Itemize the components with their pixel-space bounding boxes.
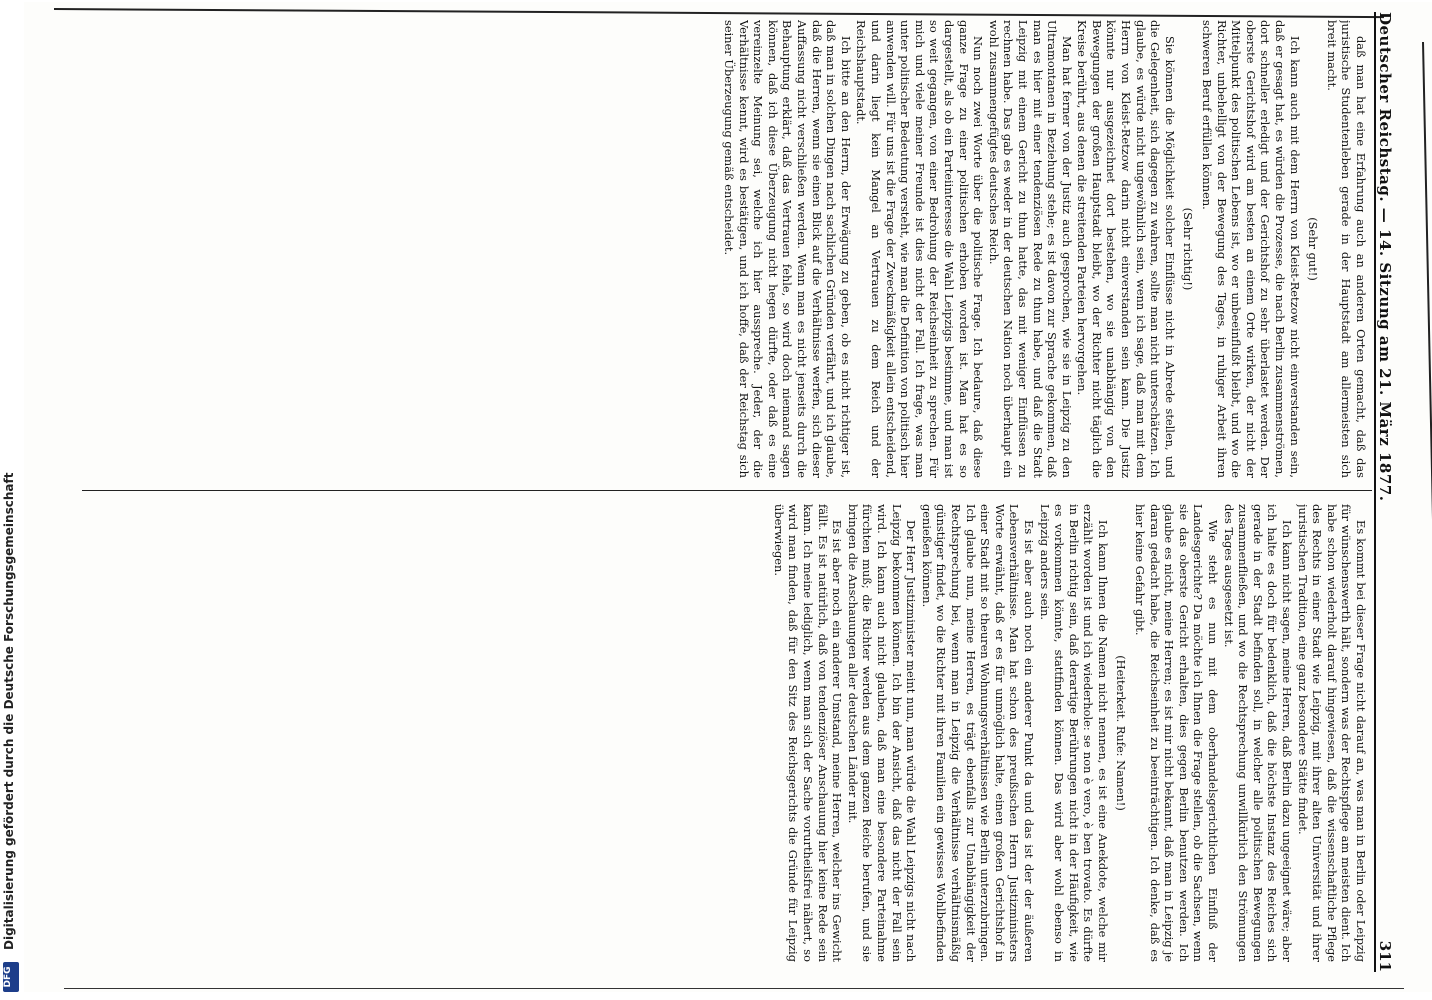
paragraph: Nun noch zwei Worte über die politische Frage. Ich bedaure, daß diese ganze Frage zu einer politischen erhoben worden ist. Man hat es so dargestellt, als ob ein Parteiinteresse die Wahl Leipzigs bestimme, und man ist so weit gegangen, von einer Bedrohung der Reichseinheit zu sprechen. Für mich und viele meiner Freunde ist dies nicht der Fall. Ich frage, was man unter politischer Bedeutung versteht, wie man die Definition von politisch hier anwenden will. Für uns ist die Frage der Zweckmäßigkeit allein entscheidend, und darin liegt kein Mangel an Vertrauen zu dem Reich und der Reichshauptstadt. (854, 20, 986, 478)
paragraph: Ich kann Ihnen die Namen nicht nennen, es ist eine Anekdote, welche mir erzählt worden ist und ich wiederhole: se non è vero, è ben trovato. Es dürfte in Berlin richtig sein, daß derartige Berührungen nicht in der Häufigkeit, wie es vorkommen könnte, stattfinden können. Das wird aber wohl ebenso in Leipzig anders sein. (1037, 504, 1110, 962)
running-header (1374, 12, 1418, 972)
left-column (83, 20, 1368, 478)
digitization-notice-strip (0, 0, 22, 1000)
dfg-logo-text: DFG (3, 966, 13, 988)
rotated-page-content (73, 12, 1418, 972)
page-edge-bottom (64, 988, 1404, 989)
paragraph: Ich kann auch mit dem Herrn von Kleist-Retzow nicht einverstanden sein, daß er gesagt hat, es würden die Prozesse, die nach Berlin zusammenströmen, dort schneller erledigt und der Gerichtshof zu sehr überlastet werden. Der oberste Gerichtshof wird am besten an einem Orte wirken, der nicht der Mittelpunkt des politischen Lebens ist, wo er unbeeinflußt bleibt, und wo die Richter, unbehelligt von der Bewegung des Tages, in ruhiger Arbeit ihren schweren Beruf erfüllen können. (1200, 20, 1302, 478)
paragraph: Es ist aber noch ein anderer Umstand, meine Herren, welcher ins Gewicht fällt. Es ist natürlich, daß von tendenziöser Anschauung hier keine Rede sein kann. Ich meine lediglich, wenn man sich der Sache vorurtheilsfrei nähert, so wird man finden, daß für den Sitz des Reichsgerichts die Gründe für Leipzig überwiegen. (771, 504, 845, 962)
paragraph: Ich bitte an den Herrn, der Erwägung zu geben, ob es nicht richtiger ist, daß man in solchen Dingen nach sachlichen Gründen verfährt, und ich glaube, daß die Herren, wenn sie einen Blick auf die Verhältnisse werfen, sich dieser Auffassung nicht verschließen werden. Wenn man es nicht jenseits durch die Behauptung erklärt, daß das Vertrauen fehle, so wird doch niemand sagen können, daß ich diese Überzeugung nicht hegen dürfte, oder daß es eine vereinzelte Meinung sei, welche ich hier ausspreche. Jeder, der die Verhältnisse kennt, wird es bestätigen, und ich hoffe, daß der Reichstag sich seiner Überzeugung gemäß entscheidet. (722, 20, 853, 478)
interjection: (Sehr richtig!) (1181, 207, 1196, 291)
paragraph: Ich kann nicht sagen, meine Herren, daß Berlin dazu ungeeignet wäre; aber ich halte es doch für bedenklich, daß die höchste Instanz des Reiches sich gerade in der Stadt befinden soll, in welcher alle politischen Bewegungen zusammenfließen, und wo die Rechtsprechung unwillkürlich den Strömungen des Tages ausgesetzt ist. (1221, 504, 1295, 962)
interjection: (Sehr gut!) (1306, 217, 1321, 281)
right-column (83, 504, 1368, 962)
digitization-notice: Digitalisierung gefördert durch die Deutsche Forschungsgemeinschaft (2, 472, 16, 950)
column-divider (82, 490, 1372, 491)
paragraph: daß man hat eine Erfahrung auch an anderen Orten gemacht, daß das juristische Studentenleben gerade in der Hauptstadt am allermeisten sich breit macht. (1324, 20, 1368, 478)
page-edge-right (1422, 42, 1432, 992)
paragraph: Es kommt bei dieser Frage nicht darauf an, was man in Berlin oder Leipzig für wünschenswerth hält, sondern was der Rechtspflege am meisten dient. Ich habe schon wiederholt darauf hingewiesen, daß die wissenschaftliche Pflege des Rechts in einer Stadt wie Leipzig, mit ihrer alten Universität und ihrer juristischen Tradition, eine ganz besondere Stätte findet. (1295, 504, 1368, 962)
paragraph: Sie können die Möglichkeit solcher Einflüsse nicht in Abrede stellen, und die Gelegenheit, sich dagegen zu wahren, sollte man nicht unterschätzen. Ich glaube, es würde nicht ungewöhnlich sein, wenn ich sage, daß man mit dem Herrn von Kleist-Retzow darin nicht einverstanden sein kann. Die Justiz könnte nur ausgezeichnet dort bestehen, wo sie unabhängig von den Bewegungen der großen Hauptstadt bleibt, wo der Richter nicht täglich die Kreise berührt, aus denen die streitenden Parteien hervorgehen. (1075, 20, 1177, 478)
paragraph: Es ist aber auch noch ein anderer Punkt da und das ist der der äußeren Lebensverhältnisse. Man hat schon des preußischen Herrn Justizministers Worte erwähnt, daß er es für unmöglich halte, einen großen Gerichtshof in einer Stadt mit so theuren Wohnungsverhältnissen wie Berlin unterzubringen. Ich glaube nun, meine Herren, es trägt ebenfalls zur Unabhängigkeit der Rechtsprechung bei, wenn man in Leipzig die Verhältnisse verhältnismäßig günstiger findet, wo die Richter mit ihren Familien ein gewisses Wohlbefinden genießen können. (919, 504, 1036, 962)
paragraph: Der Herr Justizminister meint nun, man würde die Wahl Leipzigs nicht nach Leipzig bekommen können. Ich bin der Ansicht, daß das nicht der Fall sein wird. Ich kann auch nicht glauben, daß man eine besondere Parteinahme fürchten muß; die Richter werden aus dem ganzen Reiche berufen, und sie bringen die Anschauungen aller deutschen Länder mit. (845, 504, 919, 962)
page-number: 311 (1376, 940, 1394, 972)
interjection: (Heiterkeit. Rufe: Namen!) (1114, 655, 1129, 811)
paragraph: Man hat ferner von der Justiz auch gesprochen, wie sie in Leipzig zu den Ultramontanen in Beziehung stehe; es ist davon zur Sprache gekommen, daß man es hier mit einer tendenziösen Rede zu thun habe, und daß die Stadt Leipzig mit einem Gericht zu thun hatte, das mit weniger Einflüssen zu rechnen habe. Das gab es weder in der deutschen Nation noch überhaupt ein wohl zusammengefügtes deutsches Reich. (986, 20, 1074, 478)
paragraph: Wie steht es nun mit dem oberhandelsgerichtlichen Einfluß der Landesgerichte? Da möchte ich Ihnen die Frage stellen, ob die Sachsen, wenn sie das oberste Gericht erhalten, dies gegen Berlin benutzen werden. Ich glaube es nicht, meine Herren; es ist mir nicht bekannt, daß man in Leipzig je daran gedacht habe, die Reichseinheit zu beeinträchtigen. Ich denke, daß es hier keine Gefahr gibt. (1133, 504, 1221, 962)
page-title: Deutscher Reichstag. — 14. Sitzung am 21. März 1877. (1376, 12, 1394, 502)
dfg-logo-icon (3, 962, 19, 992)
